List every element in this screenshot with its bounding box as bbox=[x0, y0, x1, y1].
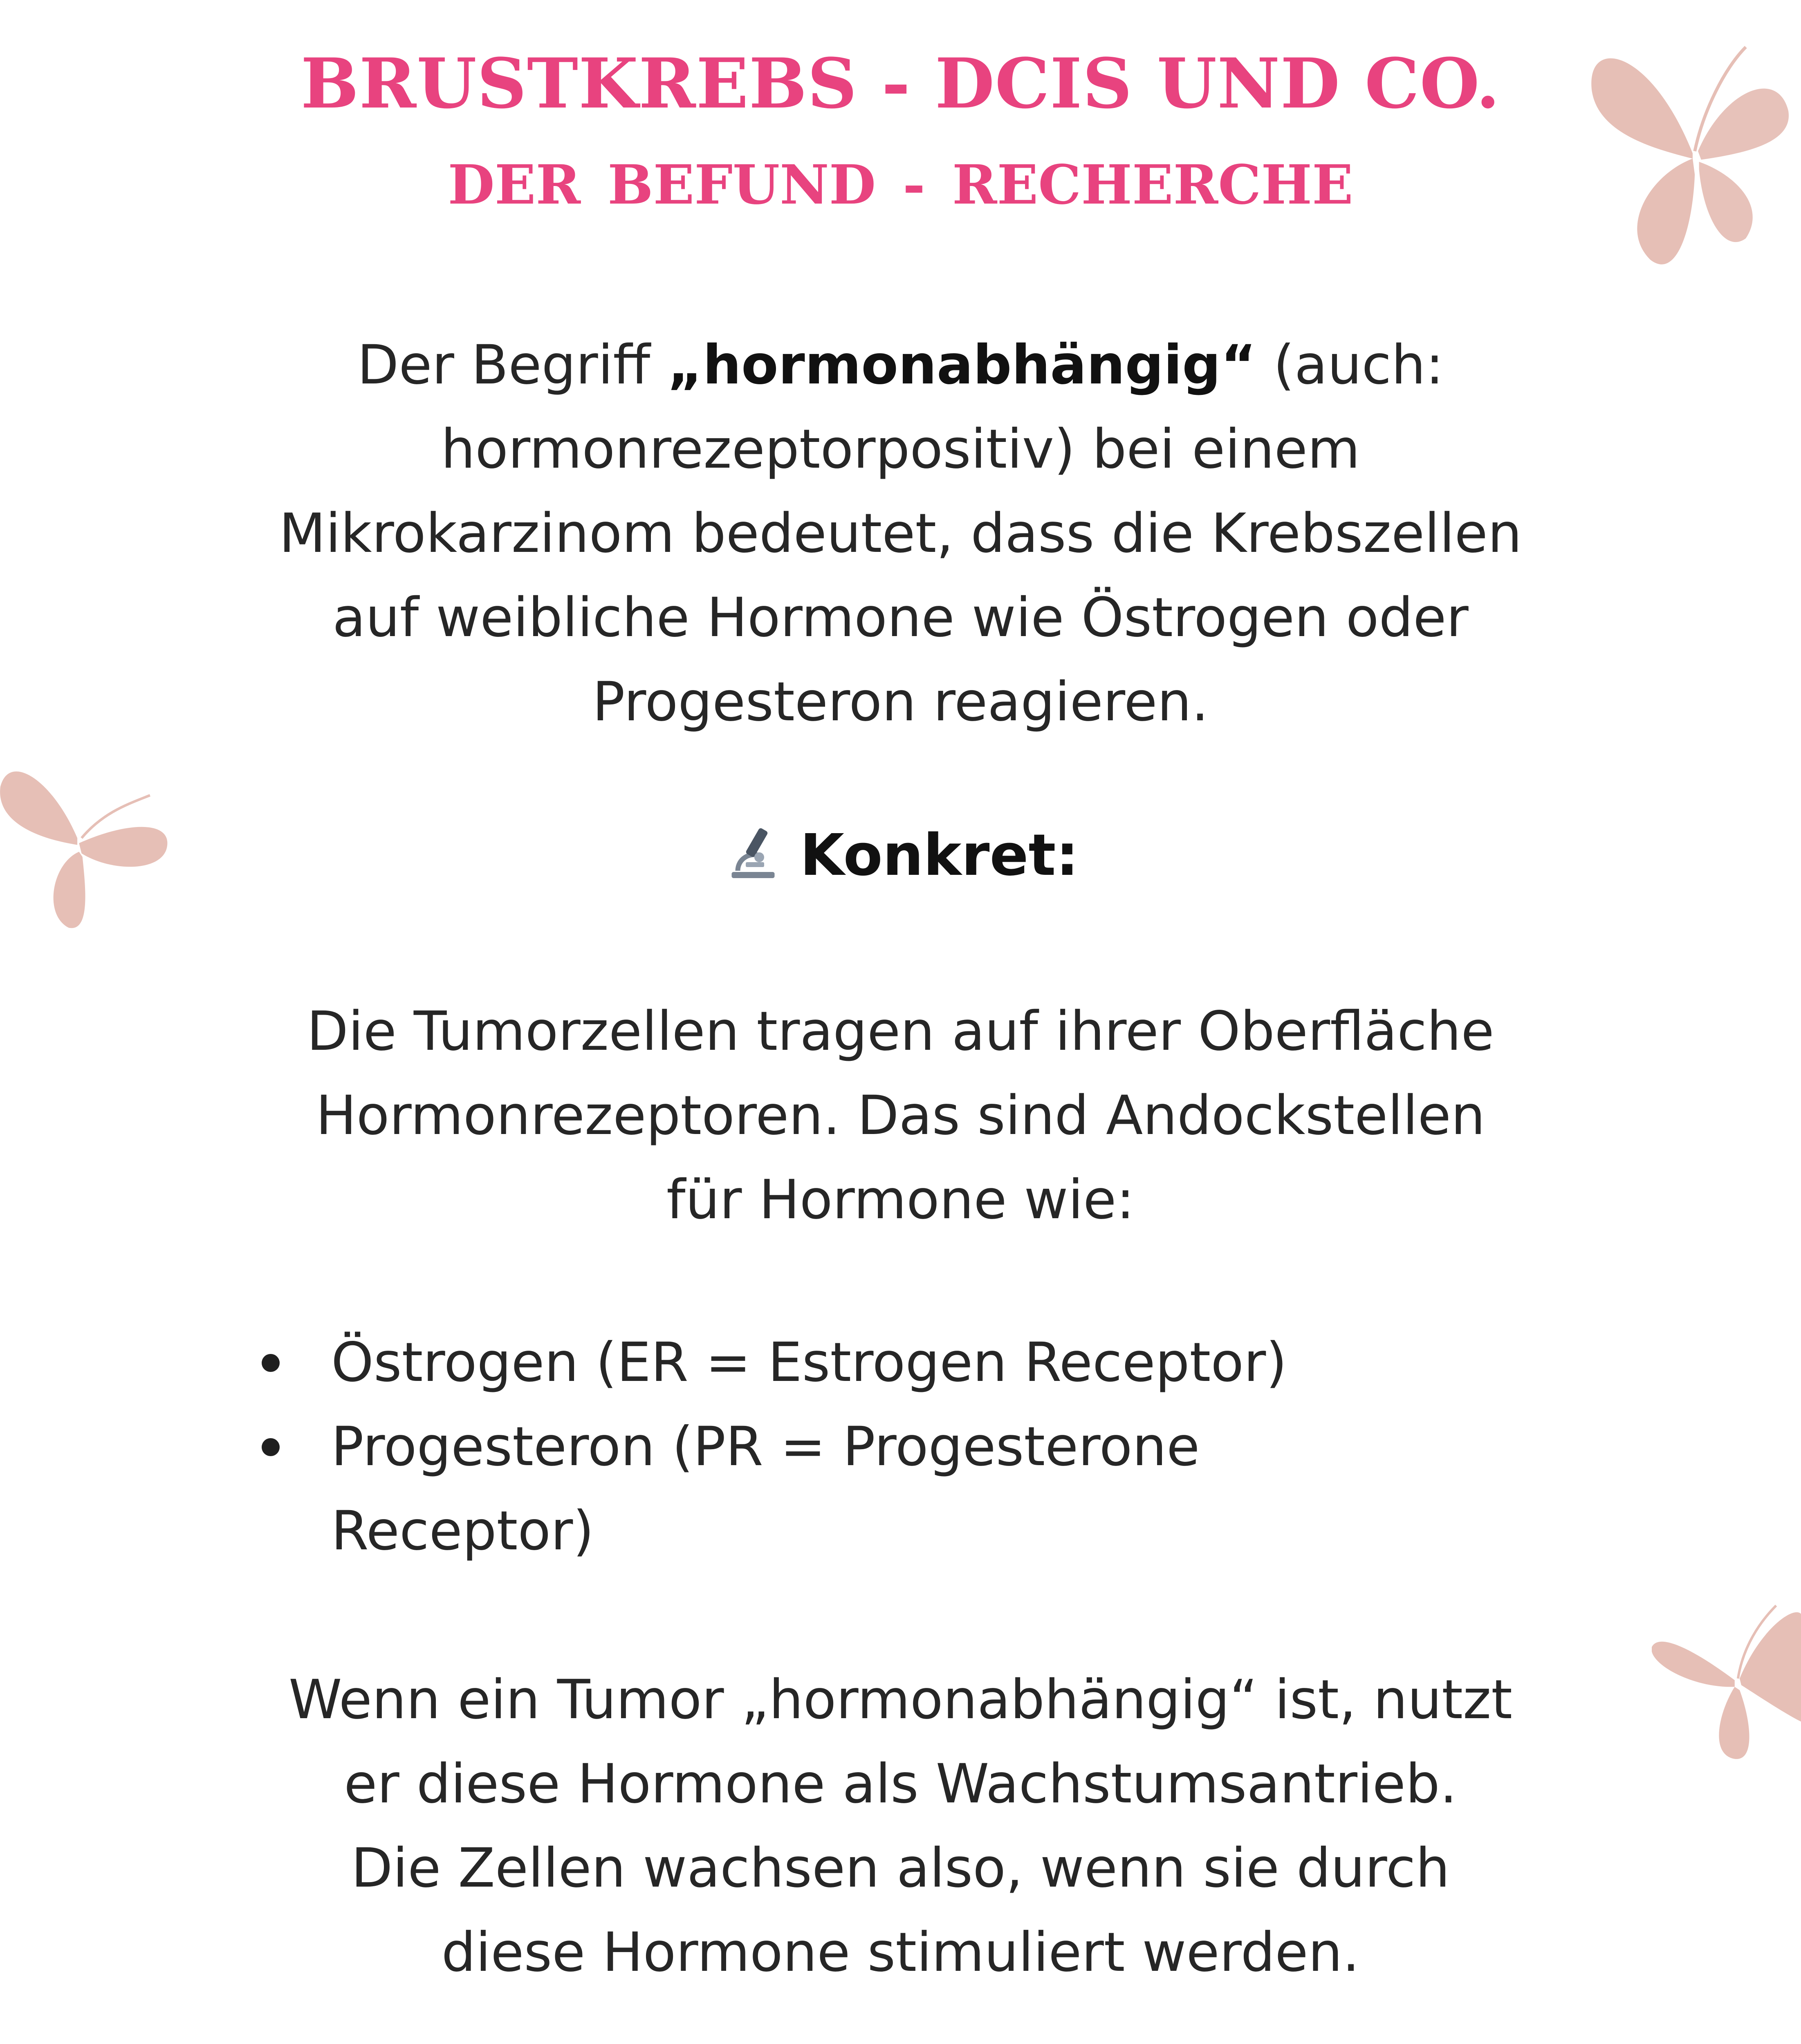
body-paragraph bbox=[0, 989, 1801, 1242]
section-heading-text: Konkret: bbox=[800, 822, 1079, 889]
page-title: BRUSTKREBS - DCIS UND CO. bbox=[301, 43, 1500, 124]
intro-paragraph bbox=[0, 323, 1801, 744]
intro-line-3: Mikrokarzinom bedeutet, dass die Krebszellen bbox=[279, 502, 1522, 565]
intro-text: Der Begriff bbox=[357, 334, 668, 397]
conclusion-line-4: diese Hormone stimuliert werden. bbox=[441, 1921, 1360, 1984]
body-line-1: Die Tumorzellen tragen auf ihrer Oberfläche bbox=[307, 1000, 1494, 1063]
conclusion-line-3: Die Zellen wachsen also, wenn sie durch bbox=[351, 1837, 1450, 1900]
conclusion-paragraph bbox=[0, 1658, 1801, 1995]
section-heading bbox=[0, 822, 1801, 889]
intro-term: „hormonabhängig“ bbox=[667, 334, 1256, 397]
body-line-2: Hormonrezeptoren. Das sind Andockstellen bbox=[316, 1084, 1485, 1147]
microscope-icon bbox=[722, 822, 784, 883]
conclusion-line-1: Wenn ein Tumor „hormonabhängig“ ist, nutzt bbox=[288, 1668, 1513, 1731]
list-item: Progesteron (PR = Progesterone Receptor) bbox=[253, 1405, 1353, 1573]
body-line-3: für Hormone wie: bbox=[666, 1168, 1135, 1231]
intro-line-1 bbox=[0, 323, 1801, 407]
list-item: Östrogen (ER = Estrogen Receptor) bbox=[253, 1320, 1460, 1405]
intro-text: (auch: bbox=[1256, 334, 1444, 397]
conclusion-line-2: er diese Hormone als Wachstumsantrieb. bbox=[344, 1753, 1457, 1815]
page-subtitle: DER BEFUND - RECHERCHE bbox=[448, 153, 1353, 217]
receptor-list bbox=[253, 1320, 1460, 1573]
intro-line-4: auf weibliche Hormone wie Östrogen oder bbox=[332, 586, 1469, 649]
intro-line-2: hormonrezeptorpositiv) bei einem bbox=[441, 418, 1360, 481]
intro-line-5: Progesteron reagieren. bbox=[592, 670, 1209, 733]
